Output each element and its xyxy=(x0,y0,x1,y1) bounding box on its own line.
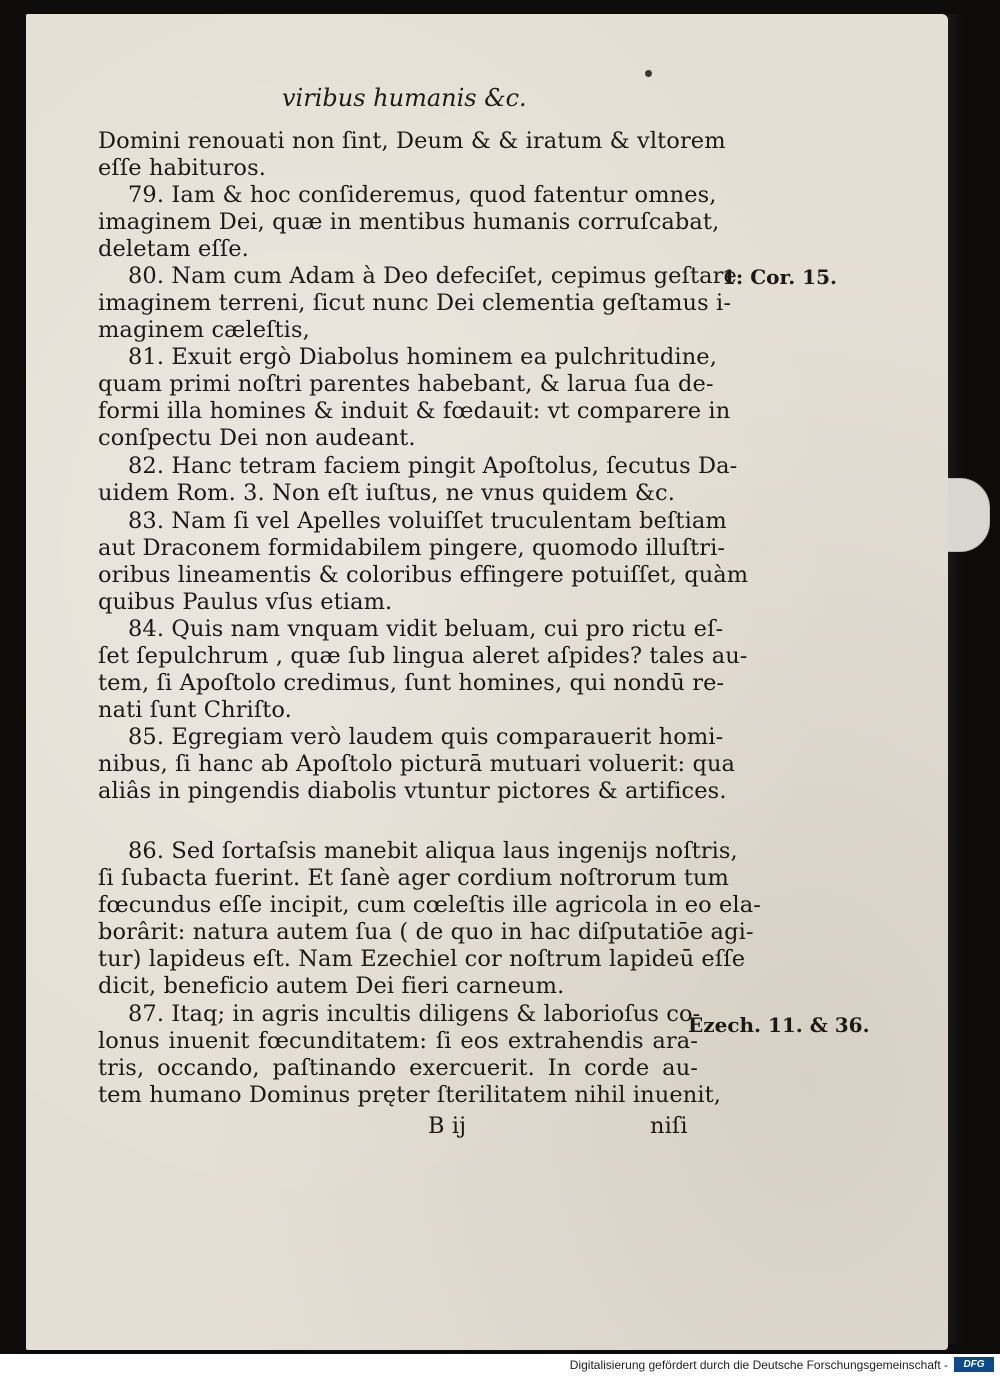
text-line: tem humano Dominus pręter ſterilitatem nihil inuenit, xyxy=(98,1082,722,1108)
text-line: formi illa homines & induit & fœdauit: vt comparere in xyxy=(98,398,731,424)
text-line: borârit: natura autem ſua ( de quo in hac diſputatiōe agi- xyxy=(98,919,754,945)
text-line: Domini renouati non ſint, Deum & & iratum & vltorem xyxy=(98,128,726,154)
text-line: quam primi noſtri parentes habebant, & larua ſua de- xyxy=(98,371,714,397)
text-line: 87. Itaq; in agris incultis diligens & laborioſus co- xyxy=(128,1001,701,1027)
text-line: quibus Paulus vſus etiam. xyxy=(98,589,393,615)
footer-credit: Digitalisierung gefördert durch die Deutsche Forschungsgemeinschaft - xyxy=(569,1358,948,1372)
text-line: 81. Exuit ergò Diabolus hominem ea pulchritudine, xyxy=(128,344,717,370)
signature-mark: B ij xyxy=(428,1113,467,1139)
text-line: tris, occando, paſtinando exercuerit. In corde au- xyxy=(98,1055,698,1081)
text-line: 85. Egregiam verò laudem quis comparauerit homi- xyxy=(128,724,724,750)
text-line: maginem cæleſtis, xyxy=(98,317,310,343)
text-line: nibus, ſi hanc ab Apoſtolo picturā mutuari voluerit: qua xyxy=(98,751,736,777)
text-line: lonus inuenit fœcunditatem: ſi eos extrahendis ara- xyxy=(98,1028,698,1054)
text-line: fœcundus eſſe incipit, cum cœleſtis ille agricola in eo ela- xyxy=(98,892,761,918)
text-line: 84. Quis nam vnquam vidit beluam, cui pro rictu eſ- xyxy=(128,616,724,642)
text-line: imaginem terreni, ſicut nunc Dei clementia geſtamus i- xyxy=(98,290,732,316)
text-line: deletam eſſe. xyxy=(98,236,249,262)
ink-dot xyxy=(645,70,652,77)
margin-note-cor: 1: Cor. 15. xyxy=(722,265,837,289)
text-line: conſpectu Dei non audeant. xyxy=(98,425,416,451)
text-line: 82. Hanc tetram faciem pingit Apoſtolus, ſecutus Da- xyxy=(128,453,738,479)
running-head: viribus humanis &c. xyxy=(282,84,527,112)
text-line: aut Draconem formidabilem pingere, quomodo illuſtri- xyxy=(98,535,726,561)
page-edge-shadow xyxy=(948,14,962,1344)
catchword: niſi xyxy=(650,1113,688,1139)
text-line: 86. Sed ſortaſsis manebit aliqua laus ingenijs noſtris, xyxy=(128,838,738,864)
text-line: ſi ſubacta fuerint. Et ſanè ager cordium noſtrorum tum xyxy=(98,865,729,891)
text-line: 83. Nam ſi vel Apelles voluiſſet truculentam beſtiam xyxy=(128,508,727,534)
text-line: eſſe habituros. xyxy=(98,155,266,181)
text-line: 79. Iam & hoc conſideremus, quod fatentur omnes, xyxy=(128,182,717,208)
dfg-logo: DFG xyxy=(954,1357,994,1372)
text-line: dicit, beneficio autem Dei fieri carneum. xyxy=(98,973,565,999)
text-line: 80. Nam cum Adam à Deo defeciſet, cepimus geſtare xyxy=(128,263,737,289)
text-line: imaginem Dei, quæ in mentibus humanis corruſcabat, xyxy=(98,209,720,235)
text-line: tur) lapideus eſt. Nam Ezechiel cor noſtrum lapideū eſſe xyxy=(98,946,746,972)
text-line: uidem Rom. 3. Non eſt iuſtus, ne vnus quidem &c. xyxy=(98,480,675,506)
margin-note-ezech: Ezech. 11. & 36. xyxy=(688,1013,870,1037)
text-line: oribus lineamentis & coloribus effingere potuiſſet, quàm xyxy=(98,562,749,588)
text-line: tem, ſi Apoſtolo credimus, ſunt homines, qui nondū re- xyxy=(98,670,725,696)
text-line: aliâs in pingendis diabolis vtuntur pictores & artifices. xyxy=(98,778,727,804)
text-line: ſet ſepulchrum , quæ ſub lingua aleret aſpides? tales au- xyxy=(98,643,748,669)
text-line: nati ſunt Chriſto. xyxy=(98,697,292,723)
